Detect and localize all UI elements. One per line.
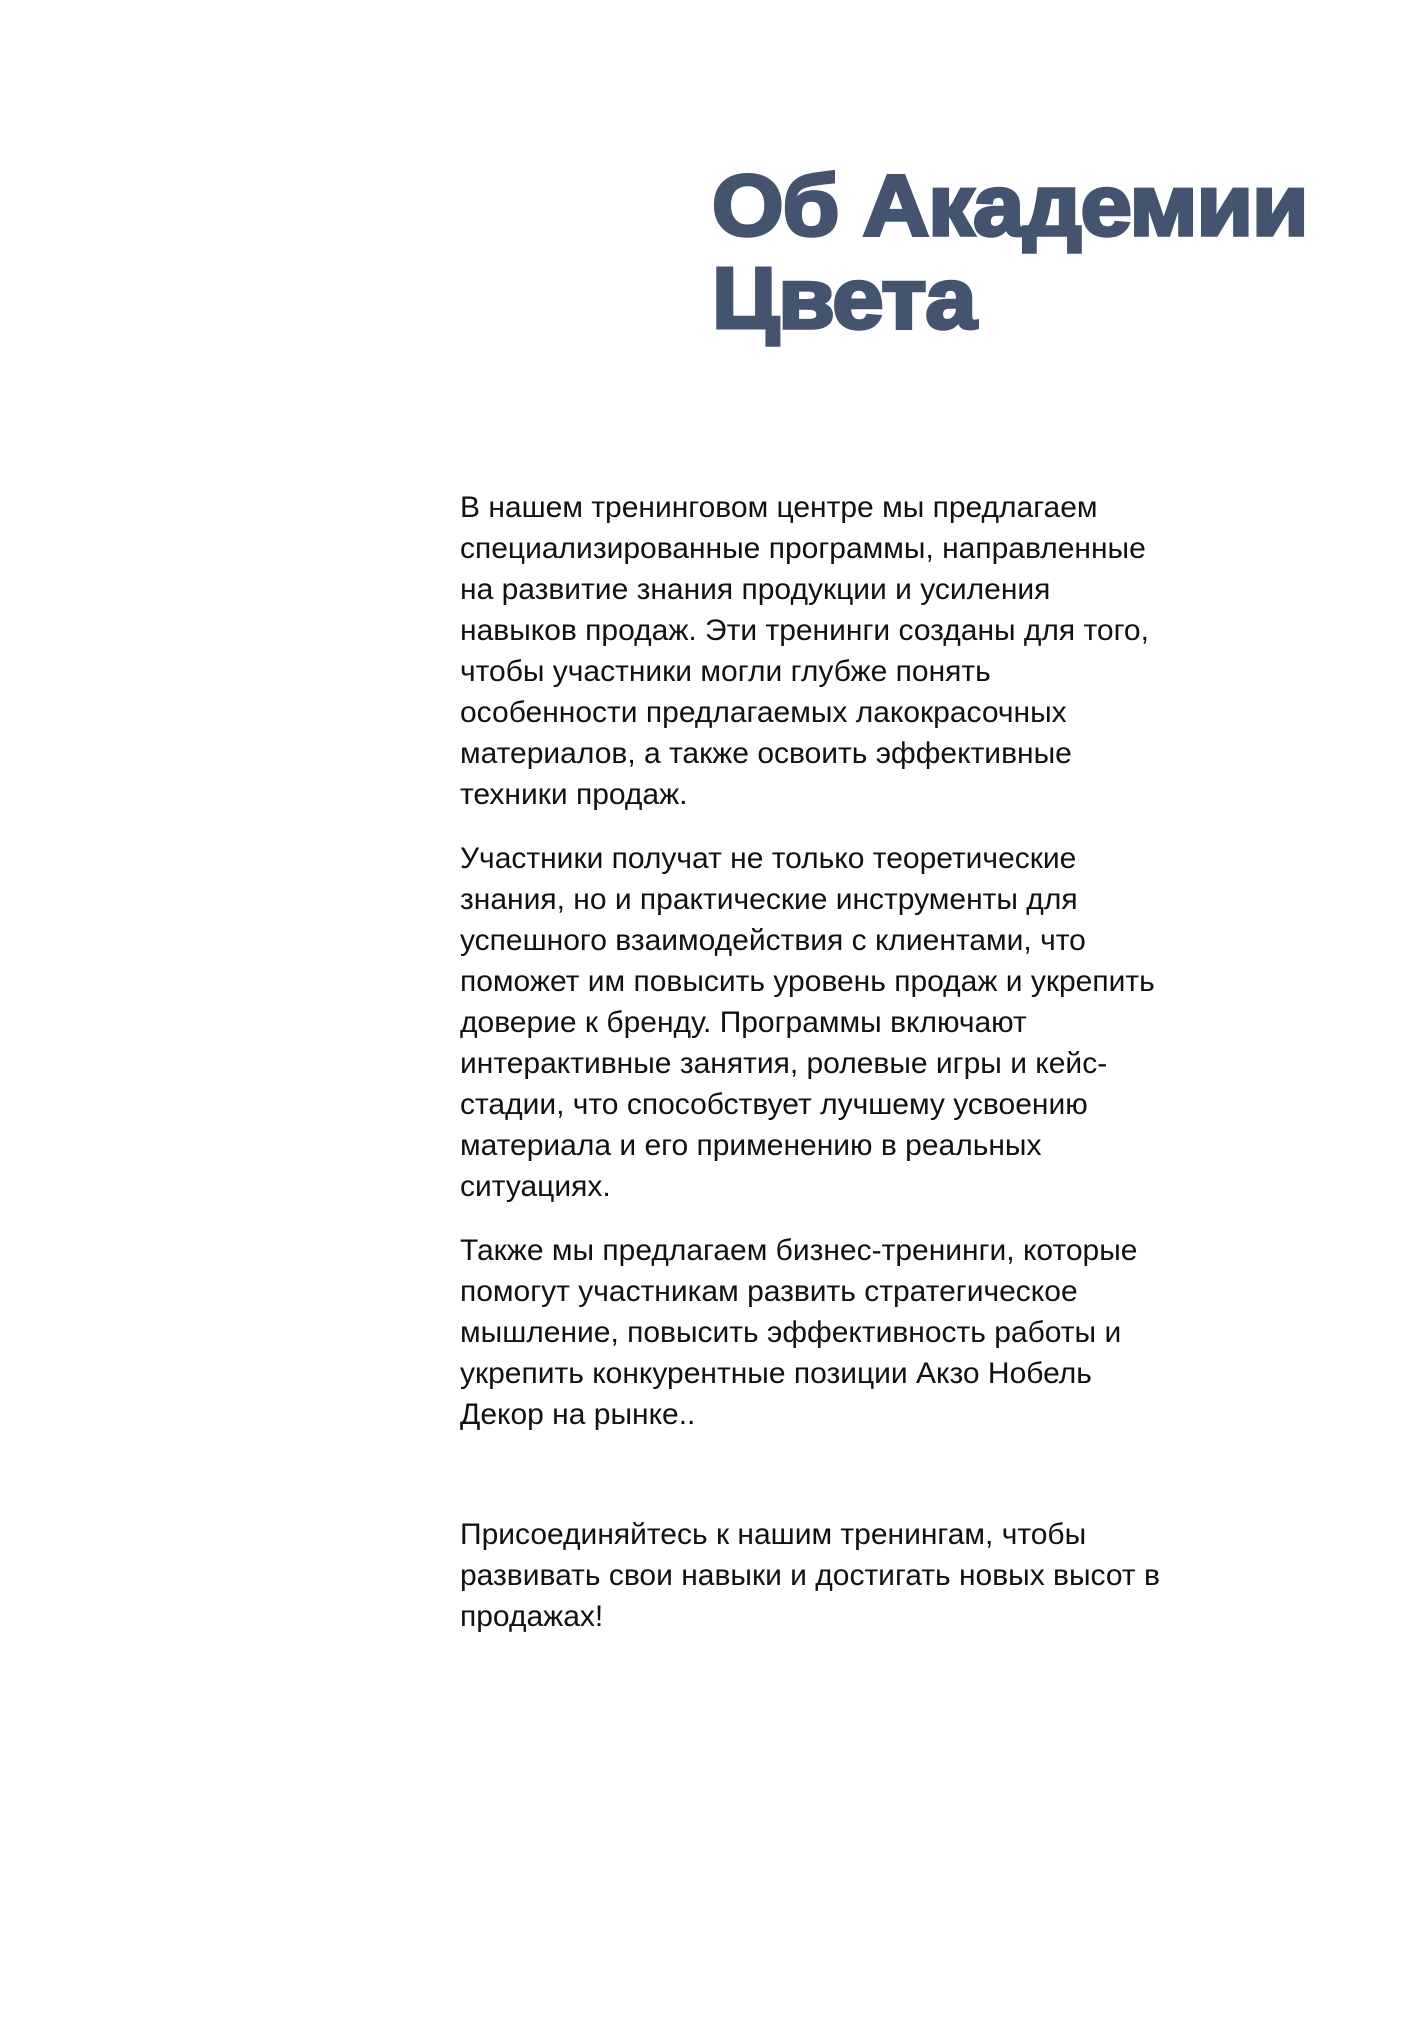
text-line: помогут участникам развить стратегическое (460, 1275, 1078, 1308)
text-line: специализированные программы, направленные (460, 532, 1146, 565)
paragraph-intro (460, 487, 1280, 815)
text-line: мышление, повысить эффективность работы и (460, 1316, 1122, 1349)
text-line: стадии, что способствует лучшему усвоению (460, 1088, 1088, 1121)
text-line: Декор на рынке.. (460, 1398, 696, 1431)
text-line: Участники получат не только теоретические (460, 842, 1077, 875)
text-line: доверие к бренду. Программы включают (460, 1006, 1027, 1039)
text-line: Также мы предлагаем бизнес-тренинги, которые (460, 1234, 1138, 1267)
text-line: Присоединяйтесь к нашим тренингам, чтобы (460, 1518, 1087, 1551)
paragraph-business-trainings (460, 1230, 1280, 1435)
text-line: материала и его применению в реальных (460, 1129, 1042, 1162)
text-line: интерактивные занятия, ролевые игры и кейс- (460, 1047, 1108, 1080)
title-line-1: Об Академии (712, 158, 1308, 254)
text-line: укрепить конкурентные позиции Акзо Нобель (460, 1357, 1092, 1390)
text-line: материалов, а также освоить эффективные (460, 737, 1072, 770)
page-title (712, 160, 1307, 346)
text-line: продажах! (460, 1600, 604, 1633)
text-line: поможет им повысить уровень продаж и укрепить (460, 965, 1155, 998)
body-text (460, 487, 1280, 1660)
title-line-2: Цвета (712, 251, 976, 347)
text-line: техники продаж. (460, 778, 688, 811)
text-line: знания, но и практические инструменты для (460, 883, 1078, 916)
text-line: успешного взаимодействия с клиентами, что (460, 924, 1086, 957)
text-line: особенности предлагаемых лакокрасочных (460, 696, 1067, 729)
text-line: навыков продаж. Эти тренинги созданы для того, (460, 614, 1149, 647)
text-line: развивать свои навыки и достигать новых высот в (460, 1559, 1160, 1592)
text-line: чтобы участники могли глубже понять (460, 655, 991, 688)
paragraph-participants (460, 838, 1280, 1207)
text-line: на развитие знания продукции и усиления (460, 573, 1051, 606)
text-line: ситуациях. (460, 1170, 611, 1203)
paragraph-call-to-action (460, 1514, 1280, 1637)
text-line: В нашем тренинговом центре мы предлагаем (460, 491, 1098, 524)
blank-paragraph (460, 1458, 1280, 1499)
